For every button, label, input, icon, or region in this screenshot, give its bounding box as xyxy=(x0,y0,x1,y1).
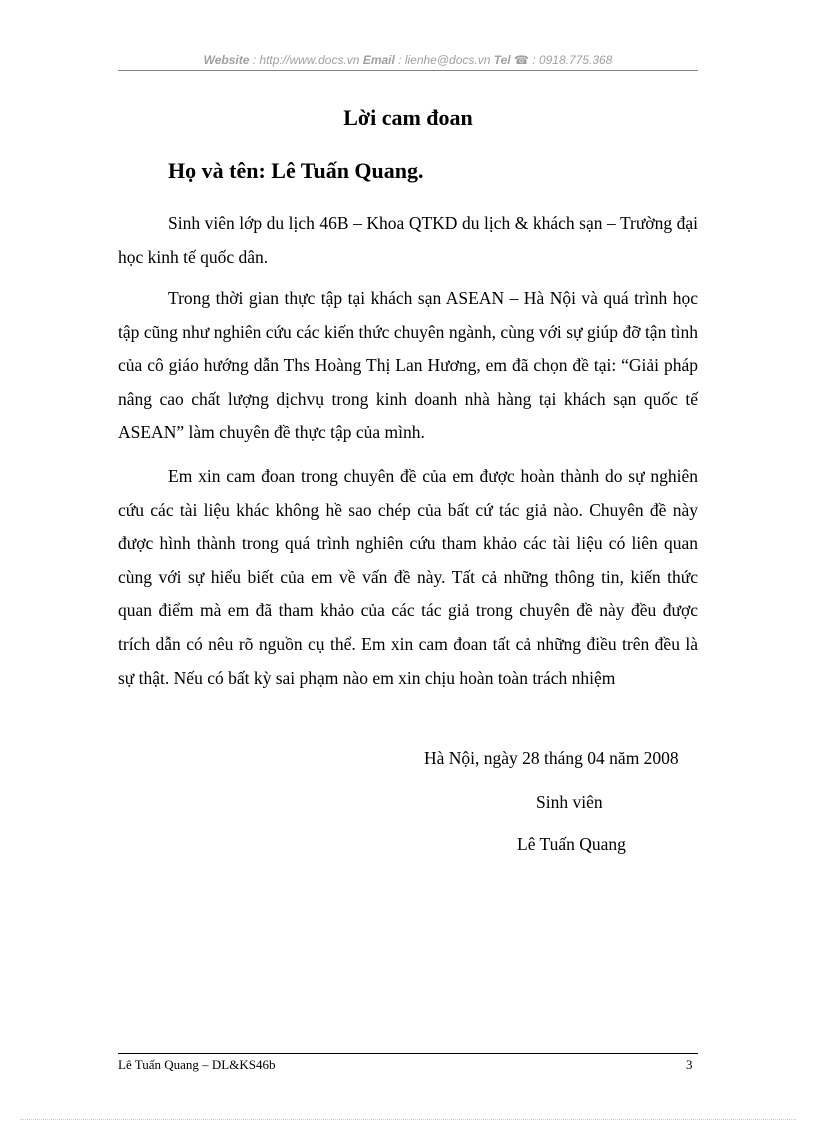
page-edge xyxy=(20,1119,796,1120)
website-value: : http://www.docs.vn xyxy=(249,53,363,67)
paragraph-declaration: Em xin cam đoan trong chuyên đề của em được hoàn thành do sự nghiên cứu các tài liệu khác không hề sao chép của bất cứ tác giả nào. Chuyên đề này được hình thành trong quá trình nghiên cứu tham khảo các tài liệu có liên quan cùng với sự hiểu biết của em về vấn đề này. Tất cả những thông tin, kiến thức quan điểm mà em đã tham khảo của các tác giả trong chuyên đề này đều được trích dẫn có nêu rõ nguồn cụ thể. Em xin cam đoan tất cả những điều trên đều là sự thật. Nếu có bất kỳ sai phạm nào em xin chịu hoàn toàn trách nhiệm xyxy=(118,466,698,688)
page-title: Lời cam đoan xyxy=(343,105,473,130)
paragraph-student-info: Sinh viên lớp du lịch 46B – Khoa QTKD du lịch & khách sạn – Trường đại học kinh tế quốc dân. xyxy=(118,213,698,267)
header-divider xyxy=(118,70,698,71)
page-header xyxy=(118,50,698,70)
signature-date: Hà Nội, ngày 28 tháng 04 năm 2008 xyxy=(424,748,679,768)
phone-icon: ☎ xyxy=(513,53,529,67)
footer-divider xyxy=(118,1053,698,1054)
tel-value: : 0918.775.368 xyxy=(528,53,613,67)
email-label: Email xyxy=(362,53,395,67)
author-name-line: Họ và tên: Lê Tuấn Quang. xyxy=(168,158,424,183)
signature-name: Lê Tuấn Quang xyxy=(517,834,626,854)
email-value: : lienhe@docs.vn xyxy=(394,53,494,67)
website-label: Website xyxy=(203,53,250,67)
footer-author: Lê Tuấn Quang – DL&KS46b xyxy=(118,1057,276,1072)
page-number: 3 xyxy=(686,1057,693,1072)
tel-label: Tel xyxy=(493,53,511,67)
paragraph-internship: Trong thời gian thực tập tại khách sạn ASEAN – Hà Nội và quá trình học tập cũng như nghiên cứu các kiến thức chuyên ngành, cùng với sự giúp đỡ tận tình của cô giáo hướng dẫn Ths Hoàng Thị Lan Hương, em đã chọn đề tại: “Giải pháp nâng cao chất lượng dịchvụ trong kinh doanh nhà hàng tại khách sạn quốc tế ASEAN” làm chuyên đề thực tập của mình. xyxy=(118,288,698,443)
signature-role: Sinh viên xyxy=(536,792,603,812)
